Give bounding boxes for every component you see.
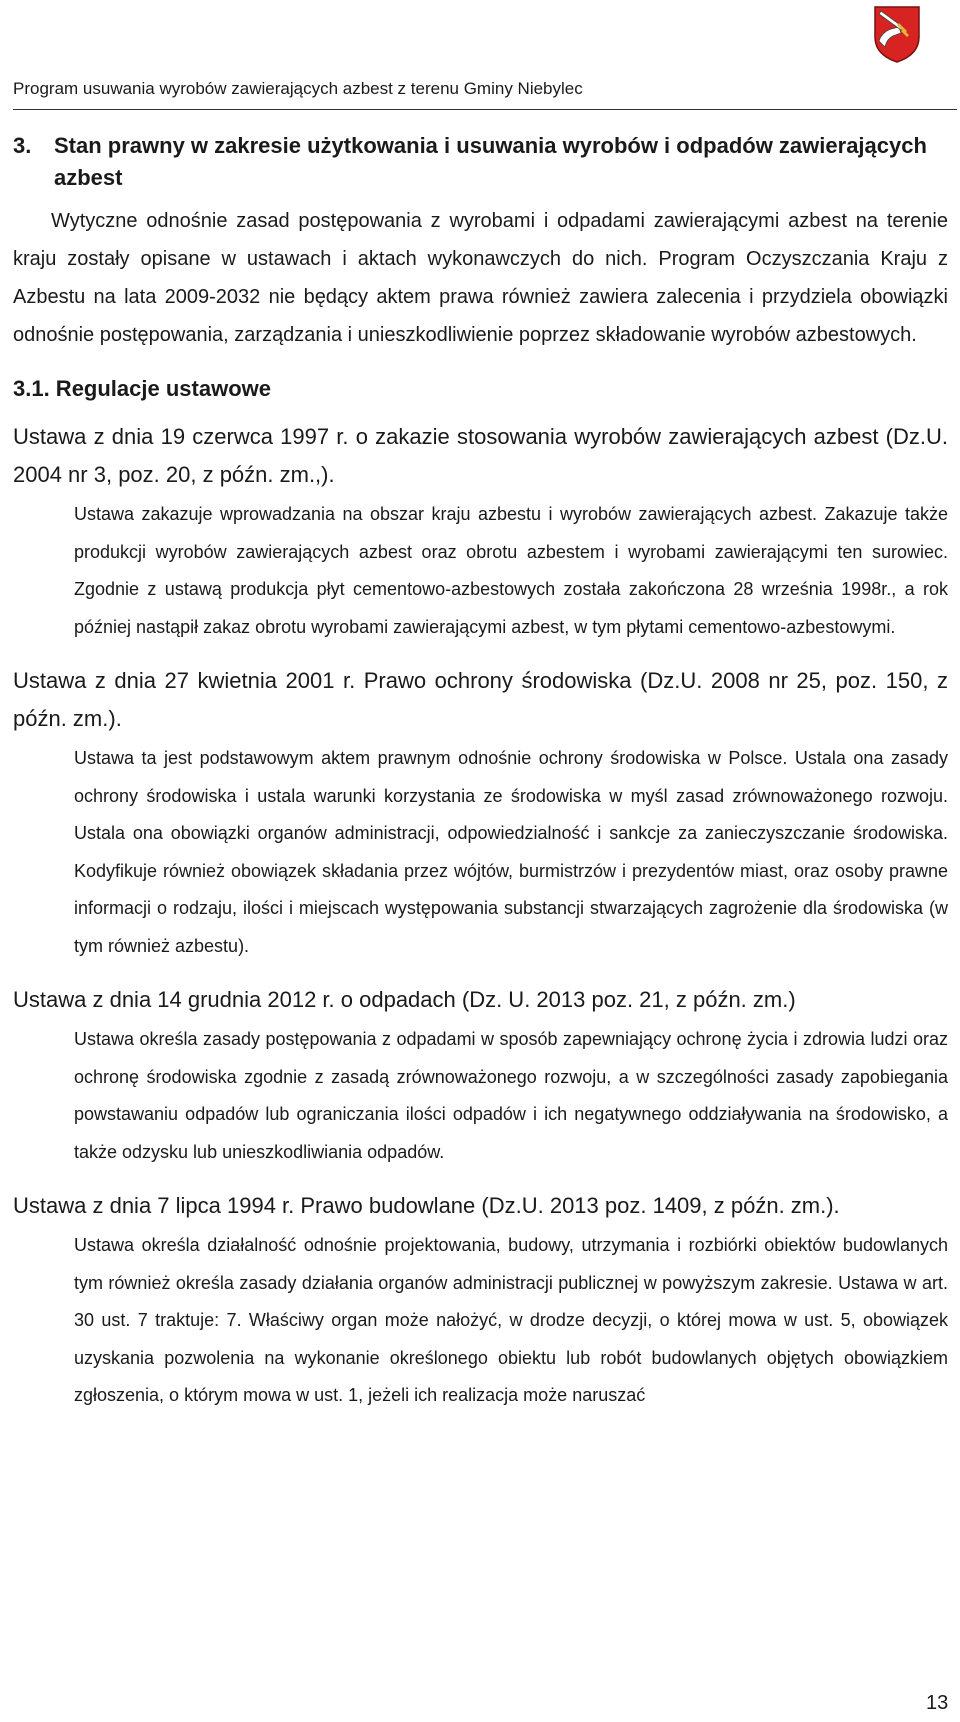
page-header: [13, 0, 957, 110]
law-entry: [13, 981, 948, 1171]
law-description: Ustawa określa zasady postępowania z odpadami w sposób zapewniający ochronę życia i zdrowia ludzi oraz ochronę środowiska zgodnie z zasadą zrównoważonego rozwoju, a w szczególności zasady zapobiegania powstawaniu odpadów lub ograniczania ilości odpadów i ich negatywnego oddziaływania na środowisko, a także odzysku lub unieszkodliwiania odpadów.: [74, 1029, 948, 1162]
law-title: Ustawa z dnia 14 grudnia 2012 r. o odpadach (Dz. U. 2013 poz. 21, z późn. zm.): [13, 987, 796, 1012]
law-entry: [13, 418, 948, 646]
header-divider: [13, 109, 957, 110]
section-title: Stan prawny w zakresie użytkowania i usuwania wyrobów i odpadów zawierających azbest: [54, 133, 927, 190]
subsection-heading: 3.1. Regulacje ustawowe: [13, 376, 271, 401]
section-intro-paragraph: [13, 202, 948, 354]
section-heading: [13, 130, 948, 194]
law-description: Ustawa zakazuje wprowadzania na obszar kraju azbestu i wyrobów zawierających azbest. Zakazuje także produkcji wyrobów zawierających azbest oraz obrotu azbestem i wyrobami zawierającymi ten surowiec. Zgodnie z ustawą produkcja płyt cementowo-azbestowych została zakończona 28 września 1998r., a rok później nastąpił zakaz obrotu wyrobami zawierającymi azbest, w tym płytami cementowo-azbestowymi.: [74, 504, 948, 637]
gmina-coat-of-arms-icon: [873, 5, 921, 63]
law-description: Ustawa określa działalność odnośnie projektowania, budowy, utrzymania i rozbiórki obiektów budowlanych tym również określa zasady działania organów administracji publicznej w powyższym zakresie. Ustawa w art. 30 ust. 7 traktuje: 7. Właściwy organ może nałożyć, w drodze decyzji, o której mowa w ust. 5, obowiązek uzyskania pozwolenia na wykonanie określonego obiektu lub robót budowlanych objętych obowiązkiem zgłoszenia, o którym mowa w ust. 1, jeżeli ich realizacja może naruszać: [74, 1235, 948, 1405]
law-entry: [13, 1187, 948, 1415]
section-number: 3.: [13, 133, 32, 158]
page-content: [13, 130, 948, 1415]
document-title: Program usuwania wyrobów zawierających azbest z terenu Gminy Niebylec: [13, 79, 583, 98]
law-description: Ustawa ta jest podstawowym aktem prawnym odnośnie ochrony środowiska w Polsce. Ustala ona zasady ochrony środowiska i ustala warunki korzystania ze środowiska w myśl zasad zrównoważonego rozwoju. Ustala ona obowiązki organów administracji, odpowiedzialność i sankcje za zanieczyszczanie środowiska. Kodyfikuje również obowiązek składania przez wójtów, burmistrzów i prezydentów miast, oraz osoby prawne informacji o rodzaju, ilości i miejscach występowania substancji stwarzających zagrożenie dla środowiska (w tym również azbestu).: [74, 748, 948, 956]
law-title: Ustawa z dnia 7 lipca 1994 r. Prawo budowlane (Dz.U. 2013 poz. 1409, z późn. zm.).: [13, 1193, 840, 1218]
law-entry: [13, 662, 948, 965]
page-number: 13: [926, 1692, 949, 1714]
law-title: Ustawa z dnia 19 czerwca 1997 r. o zakazie stosowania wyrobów zawierających azbest (Dz.U. 2004 nr 3, poz. 20, z późn. zm.,).: [13, 424, 948, 487]
section-intro-text: Wytyczne odnośnie zasad postępowania z wyrobami i odpadami zawierającymi azbest na terenie kraju zostały opisane w ustawach i aktach wykonawczych do nich. Program Oczyszczania Kraju z Azbestu na lata 2009-2032 nie będący aktem prawa również zawiera zalecenia i przydziela obowiązki odnośnie postępowania, zarządzania i unieszkodliwienie poprzez składowanie wyrobów azbestowych.: [13, 210, 948, 346]
law-title: Ustawa z dnia 27 kwietnia 2001 r. Prawo ochrony środowiska (Dz.U. 2008 nr 25, poz. 150, z późn. zm.).: [13, 668, 948, 731]
